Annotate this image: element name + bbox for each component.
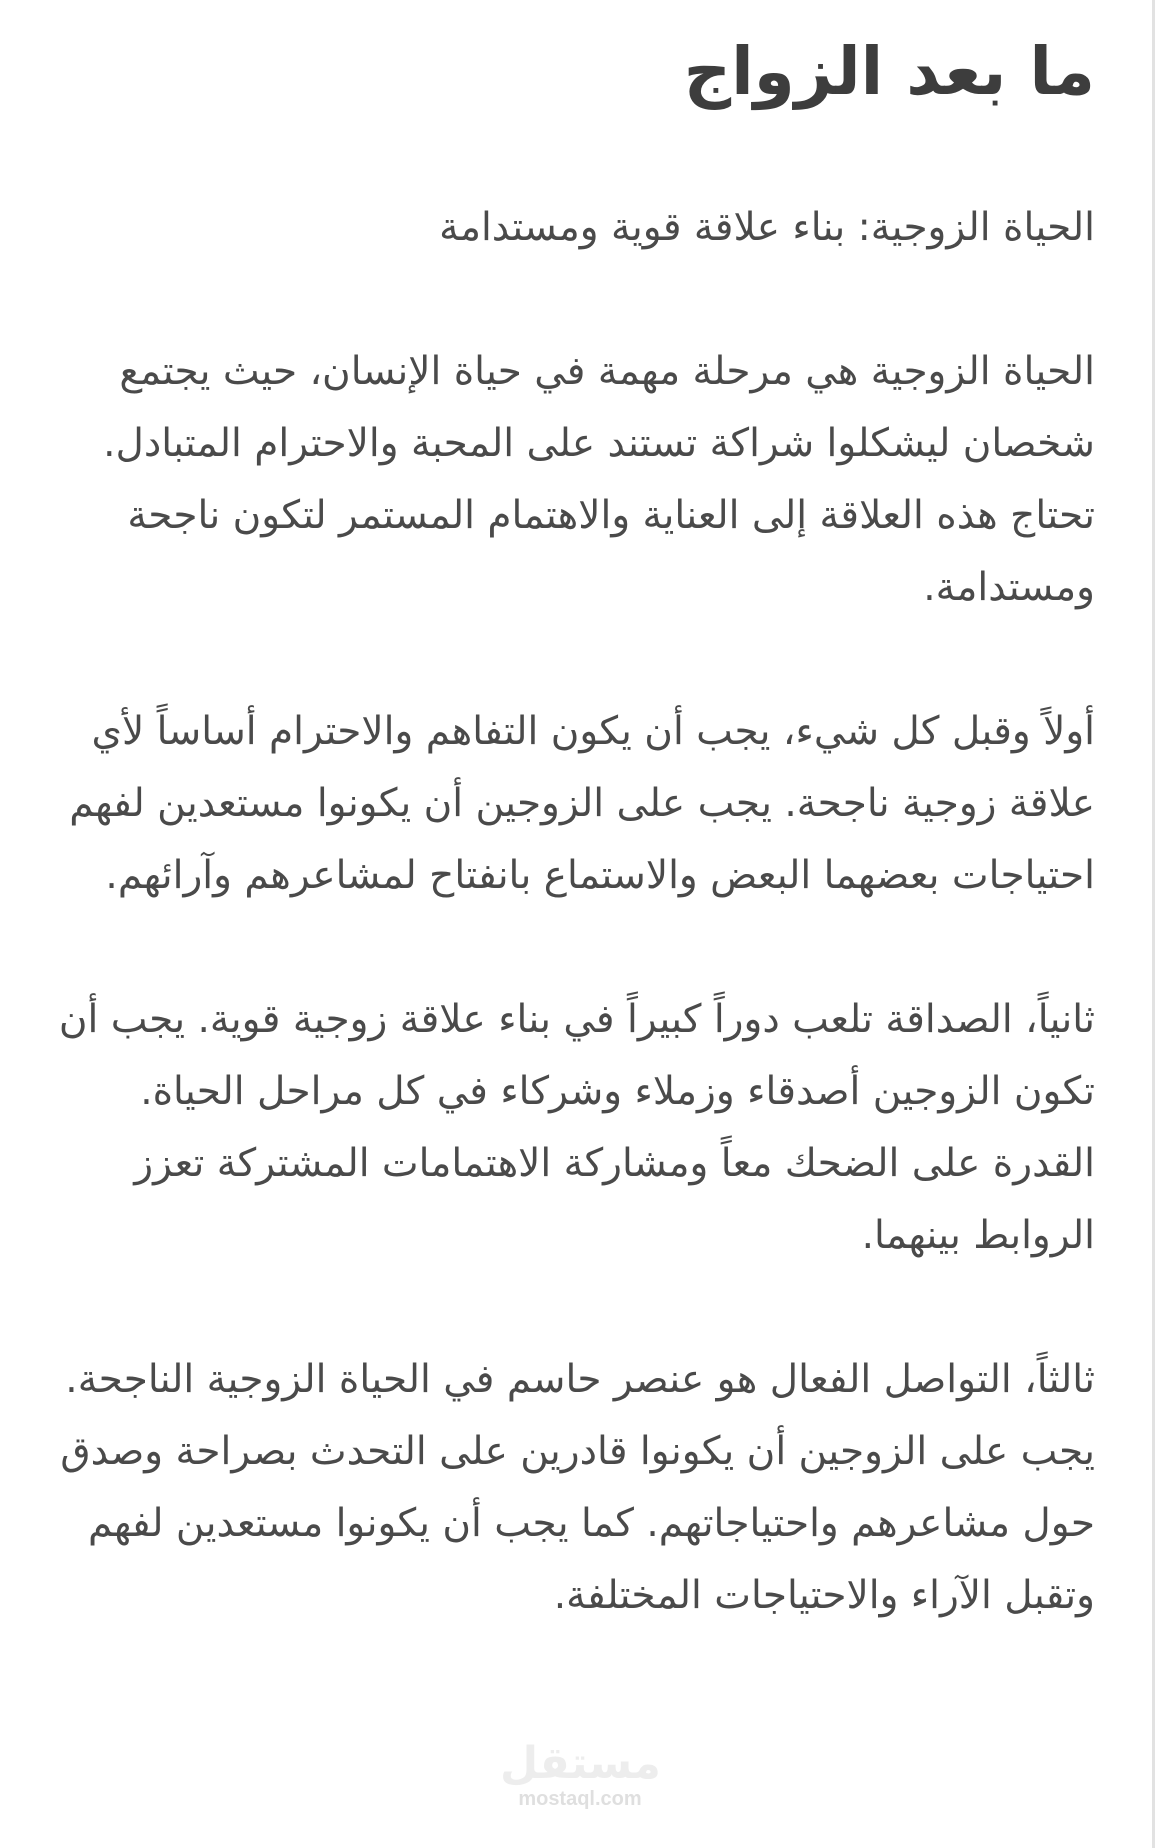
paragraph-third: ثالثاً، التواصل الفعال هو عنصر حاسم في الحياة الزوجية الناجحة. يجب على الزوجين أن يكونوا قادرين على التحدث بصراحة وصدق حول مشاعرهم واحتياجاتهم. كما يجب أن يكونوا مستعدين لفهم وتقبل الآراء والاحتياجات المختلفة. (60, 1357, 1095, 1618)
paragraph-second: ثانياً، الصداقة تلعب دوراً كبيراً في بناء علاقة زوجية قوية. يجب أن تكون الزوجين أصدقاء وزملاء وشركاء في كل مراحل الحياة. القدرة على الضحك معاً ومشاركة الاهتمامات المشتركة تعزز الروابط بينهما. (58, 997, 1095, 1258)
paragraph-intro: الحياة الزوجية هي مرحلة مهمة في حياة الإنسان، حيث يجتمع شخصان ليشكلوا شراكة تستند على المحبة والاحترام المتبادل. تحتاج هذه العلاقة إلى العناية والاهتمام المستمر لتكون ناجحة ومستدامة. (103, 349, 1095, 610)
article-subtitle: الحياة الزوجية: بناء علاقة قوية ومستدامة (439, 205, 1095, 250)
page-title: ما بعد الزواج (683, 33, 1095, 110)
paragraph-first: أولاً وقبل كل شيء، يجب أن يكون التفاهم والاحترام أساساً لأي علاقة زوجية ناجحة. يجب على الزوجين أن يكونوا مستعدين لفهم احتياجات بعضهما البعض والاستماع بانفتاح لمشاعرهم وآرائهم. (69, 709, 1095, 898)
watermark-logo: مستقل (500, 1738, 661, 1789)
mostaql-watermark (500, 1740, 660, 1810)
article-body (55, 0, 1095, 1632)
watermark-domain: mostaql.com (518, 1788, 642, 1810)
